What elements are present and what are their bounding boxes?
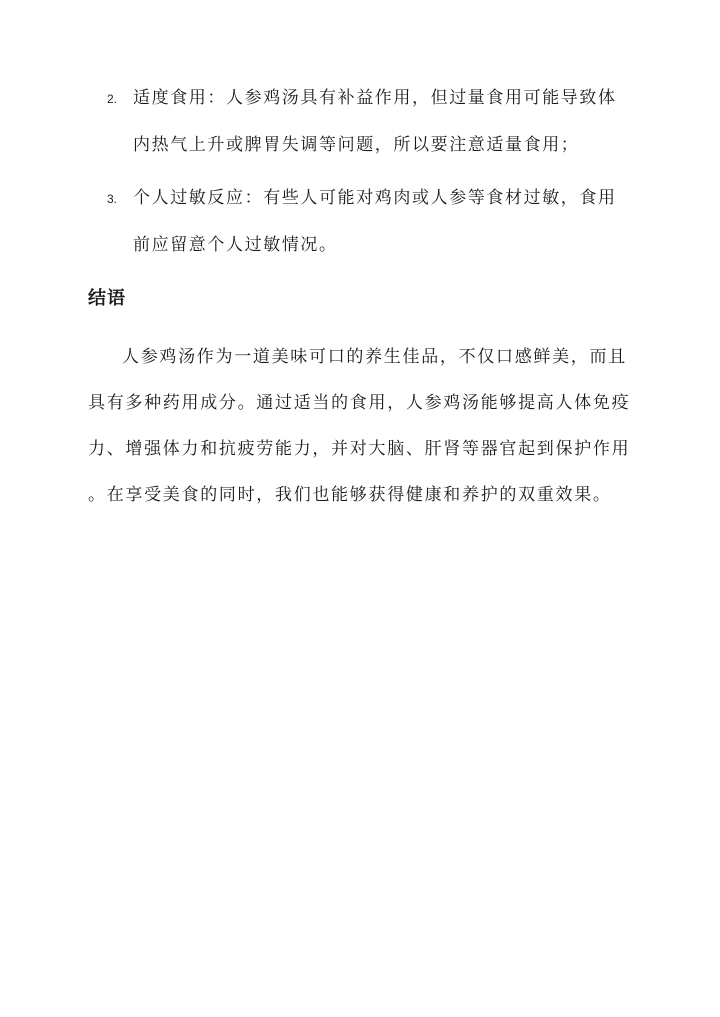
- list-number: 3.: [107, 192, 118, 206]
- paragraph-line: 具有多种药用成分。通过适当的食用，人参鸡汤能够提高人体免疫: [88, 393, 631, 413]
- paragraph-line: 力、增强体力和抗疲劳能力，并对大脑、肝肾等器官起到保护作用: [88, 439, 631, 459]
- list-item-line: 前应留意个人过敏情况。: [133, 235, 338, 255]
- conclusion-paragraph: [88, 334, 638, 518]
- paragraph-line: 人参鸡汤作为一道美味可口的养生佳品，不仅口感鲜美，而且: [122, 347, 627, 367]
- paragraph-line: 。在享受美食的同时，我们也能够获得健康和养护的双重效果。: [88, 485, 612, 505]
- list-item-line: 适度食用：人参鸡汤具有补益作用，但过量食用可能导致体: [133, 88, 617, 108]
- list-item-text: [133, 175, 643, 269]
- list-item-line: 个人过敏反应：有些人可能对鸡肉或人参等食材过敏，食用: [133, 188, 617, 208]
- list-item-text: [133, 75, 643, 169]
- list-number: 2.: [107, 92, 118, 106]
- section-heading: 结语: [88, 288, 126, 309]
- list-item-line: 内热气上升或脾胃失调等问题，所以要注意适量食用；: [133, 135, 580, 155]
